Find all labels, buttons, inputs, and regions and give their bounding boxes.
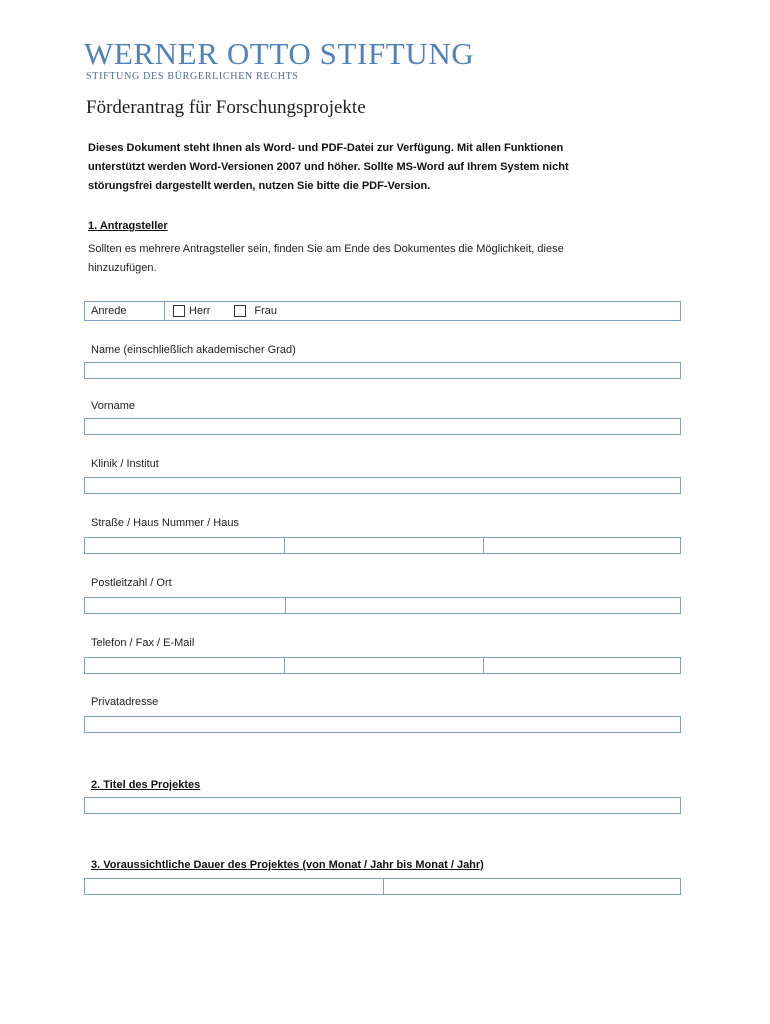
ort-input-cell[interactable] (285, 598, 680, 613)
privatadresse-label: Privatadresse (91, 696, 159, 708)
projektdauer-field[interactable] (84, 878, 681, 895)
herr-label: Herr (189, 305, 211, 317)
klinik-field[interactable] (84, 477, 681, 494)
plz-label: Postleitzahl / Ort (91, 577, 172, 589)
projekttitel-field[interactable] (84, 797, 681, 814)
section-heading-projektdauer: 3. Voraussichtliche Dauer des Projektes (von Monat / Jahr bis Monat / Jahr) (91, 859, 484, 871)
name-field[interactable] (84, 362, 681, 379)
intro-line: Dieses Dokument steht Ihnen als Word- und PDF-Datei zur Verfügung. Mit allen Funktionen (88, 142, 564, 154)
dauer-bis-input-cell[interactable] (383, 879, 680, 894)
section-heading-projekttitel: 2. Titel des Projektes (91, 779, 201, 791)
strasse-label: Straße / Haus Nummer / Haus (91, 517, 239, 529)
description-line: Sollten es mehrere Antragsteller sein, finden Sie am Ende des Dokumentes die Möglichkeit, diese (88, 243, 564, 255)
privatadresse-input-cell[interactable] (85, 717, 680, 732)
telefon-input-cell[interactable] (85, 658, 284, 673)
section-heading-antragsteller: 1. Antragsteller (88, 220, 168, 232)
anrede-row (84, 301, 681, 321)
strasse-field[interactable] (84, 537, 681, 554)
foundation-logo-subtitle: STIFTUNG DES BÜRGERLICHEN RECHTS (86, 71, 299, 82)
intro-paragraph (88, 139, 688, 196)
option-herr[interactable] (173, 305, 210, 317)
description-line: hinzuzufügen. (88, 262, 157, 274)
anrede-label: Anrede (85, 302, 165, 320)
dauer-von-input-cell[interactable] (85, 879, 383, 894)
email-input-cell[interactable] (483, 658, 680, 673)
vorname-input-cell[interactable] (85, 419, 680, 434)
hausnummer-input-cell[interactable] (284, 538, 483, 553)
vorname-field[interactable] (84, 418, 681, 435)
name-label: Name (einschließlich akademischer Grad) (91, 344, 296, 356)
haus-input-cell[interactable] (483, 538, 680, 553)
projekttitel-input-cell[interactable] (85, 798, 680, 813)
strasse-input-cell[interactable] (85, 538, 284, 553)
vorname-label: Vorname (91, 400, 136, 412)
plz-field[interactable] (84, 597, 681, 614)
telefon-label: Telefon / Fax / E-Mail (91, 637, 195, 649)
herr-checkbox[interactable] (173, 305, 185, 317)
foundation-logo-title: WERNER OTTO STIFTUNG (84, 36, 475, 71)
frau-label: Frau (254, 305, 278, 317)
privatadresse-field[interactable] (84, 716, 681, 733)
frau-checkbox[interactable] (234, 305, 246, 317)
klinik-label: Klinik / Institut (91, 458, 159, 470)
option-frau[interactable] (234, 305, 277, 317)
intro-line: störungsfrei dargestellt werden, nutzen Sie bitte die PDF-Version. (88, 180, 431, 192)
fax-input-cell[interactable] (284, 658, 483, 673)
plz-input-cell[interactable] (85, 598, 285, 613)
document-title: Förderantrag für Forschungsprojekte (86, 97, 366, 118)
section-description (88, 240, 688, 278)
telefon-field[interactable] (84, 657, 681, 674)
intro-line: unterstützt werden Word-Versionen 2007 und höher. Sollte MS-Word auf Ihrem System nicht (88, 161, 569, 173)
klinik-input-cell[interactable] (85, 478, 680, 493)
name-input-cell[interactable] (85, 363, 680, 378)
